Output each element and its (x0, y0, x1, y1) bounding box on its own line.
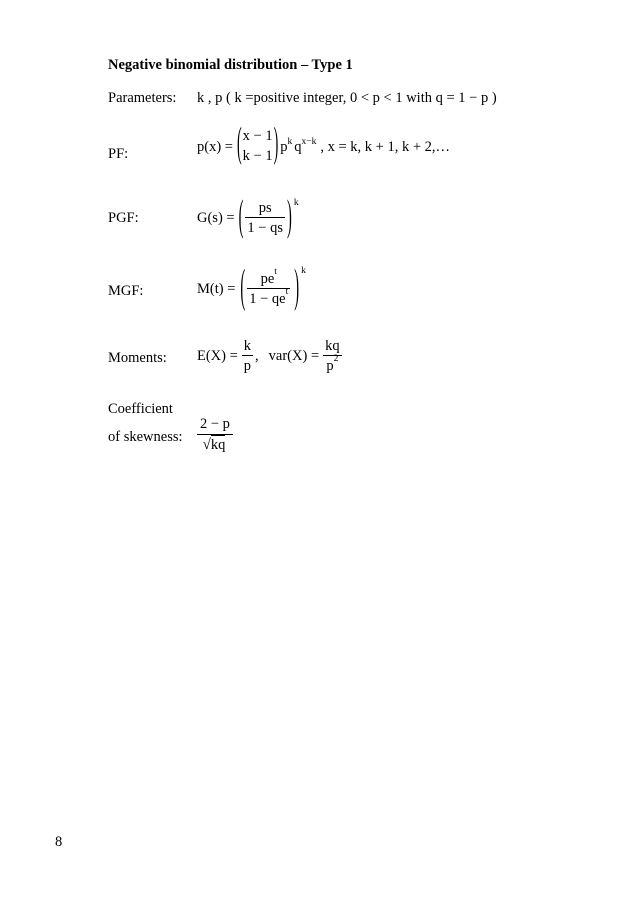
mgf-exponent: k (301, 266, 306, 277)
skewness-label-line2: of skewness: (108, 429, 183, 445)
var-fraction (323, 339, 342, 374)
sqrt-icon: √ (202, 436, 211, 453)
parameters-content: k , p ( k =positive integer, 0 < p < 1 with q = 1 − p ) (197, 90, 497, 106)
mean-numerator: k (242, 339, 253, 357)
skewness-fraction (197, 417, 233, 453)
pf-right-paren: ) (273, 123, 279, 168)
pf-left-paren: ( (236, 123, 242, 168)
pf-formula (197, 123, 451, 168)
var-denominator-exp: 2 (333, 354, 339, 364)
var-denominator-base: p (326, 358, 334, 374)
moments-formula (197, 336, 342, 376)
page-number: 8 (55, 834, 63, 850)
skewness-label-line1: Coefficient (108, 401, 173, 417)
mgf-right-paren: ) (294, 262, 300, 314)
pgf-exponent: k (293, 198, 299, 209)
mgf-numerator (247, 266, 290, 290)
mgf-denominator-base: 1 − qe (249, 291, 286, 307)
page-title: Negative binomial distribution – Type 1 (108, 57, 353, 73)
pf-q: q (294, 138, 302, 155)
moments-label: Moments: (108, 350, 167, 366)
mgf-label: MGF: (108, 283, 144, 299)
mgf-denominator (247, 289, 290, 307)
pf-binom-bottom: k − 1 (242, 148, 273, 164)
mgf-left-paren: ( (240, 262, 246, 314)
pgf-denominator: 1 − qs (247, 220, 283, 236)
pgf-label: PGF: (108, 210, 139, 226)
pf-p-exp: k (287, 137, 293, 148)
pf-binomial (243, 127, 273, 166)
pf-q-exp: x−k (301, 137, 317, 148)
skewness-numerator: 2 − p (197, 417, 233, 435)
pf-label: PF: (108, 146, 129, 162)
var-numerator: kq (323, 339, 342, 357)
moments-separator: , (255, 347, 259, 364)
mean-lhs: E(X) = (197, 347, 238, 364)
pgf-numerator: ps (245, 201, 285, 219)
skewness-radicand: kq (210, 436, 226, 453)
mgf-numerator-base: pe (260, 270, 275, 287)
var-lhs: var(X) = (268, 347, 320, 364)
mgf-numerator-exp: t (274, 266, 277, 277)
mgf-fraction (247, 266, 290, 307)
var-denominator (323, 356, 342, 374)
pgf-fraction (245, 201, 285, 236)
skewness-denominator (197, 435, 233, 453)
mgf-denominator-exp: t (285, 287, 289, 297)
skewness-formula (197, 417, 233, 453)
pgf-lhs: G(s) = (197, 209, 235, 226)
mean-denominator: p (243, 358, 252, 374)
mean-fraction (242, 339, 253, 374)
pf-p: p (280, 138, 288, 155)
mgf-lhs: M(t) = (197, 280, 236, 297)
mgf-formula (197, 262, 306, 314)
pf-lhs: p(x) = (197, 138, 233, 155)
pgf-formula (197, 193, 299, 242)
pgf-left-paren: ( (238, 193, 244, 242)
pf-support: , x = k, k + 1, k + 2,… (320, 138, 451, 155)
pf-binom-top: x − 1 (242, 128, 273, 145)
pgf-right-paren: ) (287, 193, 292, 242)
parameters-label: Parameters: (108, 90, 177, 106)
